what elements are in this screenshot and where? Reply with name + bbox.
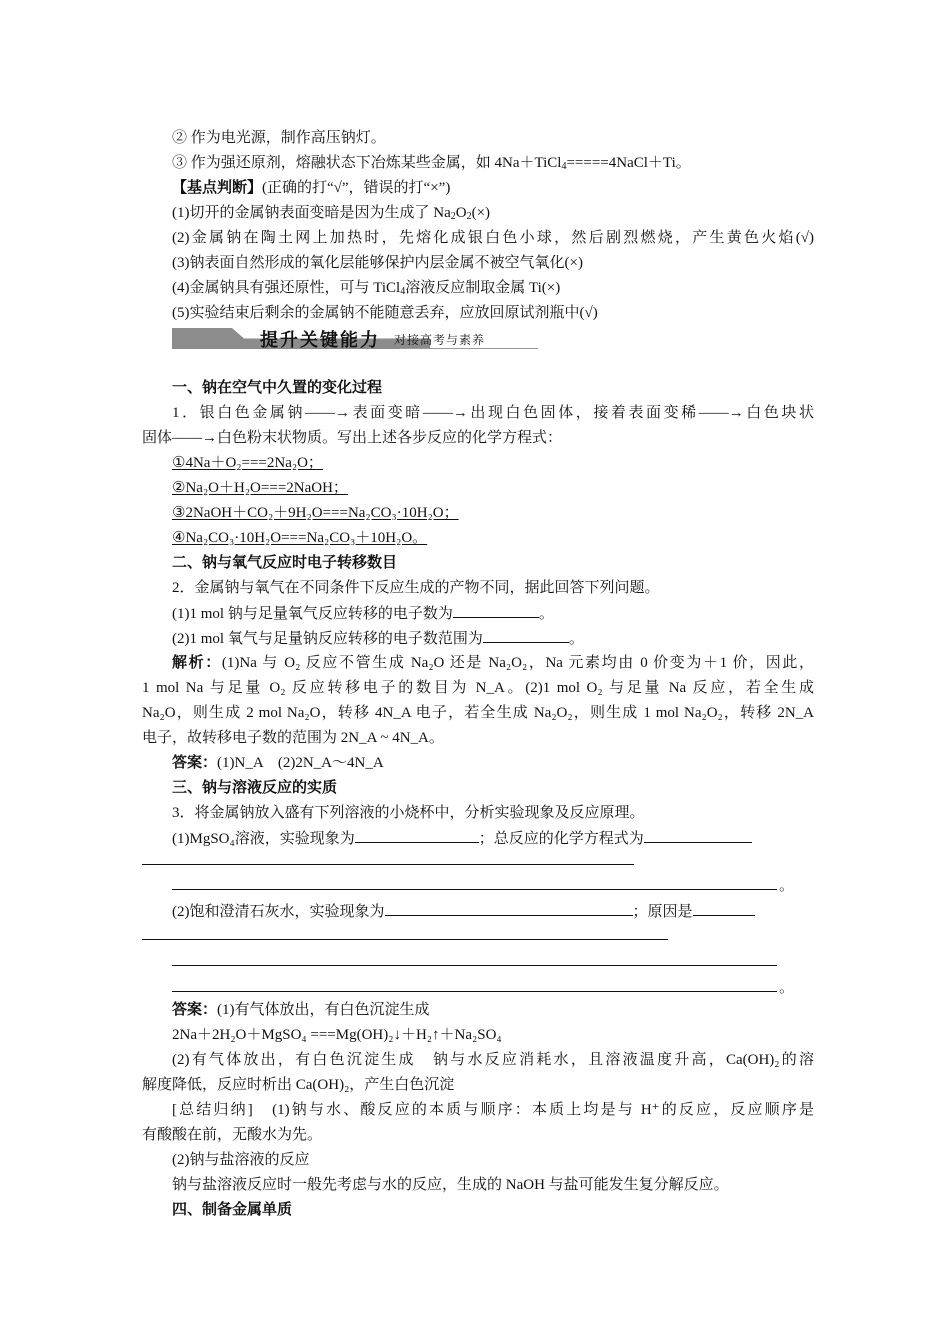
judgment-1: (1)切开的金属钠表面变暗是因为生成了 $Na_2O_2(\times)$: [172, 205, 491, 222]
basic-judgment-title: 【基点判断】(正确的打“√”，错误的打“×”): [172, 180, 451, 196]
analysis-line-3: Na₂O，则生成 2 mol Na₂O，转移 4N_A 电子，若全生成 Na₂O₂，则生成 1 mol Na₂O₂，转移 2N_A: [142, 705, 814, 721]
banner-subtitle: 对接高考与素养: [394, 333, 486, 347]
section-3-heading: 三、钠与溶液反应的实质: [172, 780, 338, 796]
banner-rule: [400, 348, 538, 349]
answer-line: [172, 965, 777, 966]
answer-blank: [385, 901, 633, 916]
q3-part-2: (2)饱和澄清石灰水，实验现象为 ；原因是: [172, 901, 814, 922]
summary-part-2-title: (2)钠与盐溶液的反应: [172, 1152, 310, 1168]
intro-item-2: ② 作为电光源，制作高压钠灯。: [172, 130, 386, 146]
q3-stem: 3．将金属钠放入盛有下列溶液的小烧杯中，分析实验现象及反应原理。: [172, 805, 645, 821]
end-mark: 。: [779, 878, 795, 894]
summary-line-2: 有酸酸在前，无酸水为先。: [142, 1127, 323, 1143]
q3-answer-1: 答案：(1)有气体放出，有白色沉淀生成: [172, 1002, 430, 1018]
equation-1: ①4Na＋O₂===2Na₂O；: [172, 455, 323, 471]
judgment-2: (2)金属钠在陶土网上加热时，先熔化成银白色小球，然后剧烈燃烧，产生黄色火焰(√): [172, 230, 814, 246]
answer-blank: [355, 828, 479, 843]
equation-3: ③2NaOH＋CO₂＋9H₂O===Na₂CO₃·10H₂O；: [172, 505, 459, 521]
section-1-heading: 一、钠在空气中久置的变化过程: [172, 380, 383, 396]
section-4-heading: 四、制备金属单质: [172, 1202, 293, 1218]
answer-blank: [483, 628, 569, 643]
section-banner: [172, 327, 538, 351]
judgment-4: (4)金属钠具有强还原性，可与 TiCl$_4$溶液反应制取金属 Ti(×): [172, 280, 561, 297]
answer-line: [172, 991, 777, 992]
q3-answer-2-line-2: 解度降低，反应时析出 Ca(OH)₂，产生白色沉淀: [142, 1077, 455, 1093]
summary-line-1: [总结归纳] (1)钠与水、酸反应的本质与顺序：本质上均是与 H⁺的反应，反应顺序是: [172, 1102, 814, 1118]
q3-answer-equation: 2Na＋2H₂O＋MgSO₄ ===Mg(OH)₂↓＋H₂↑＋Na₂SO₄: [172, 1027, 502, 1043]
judgment-3: (3)钠表面自然形成的氧化层能够保护内层金属不被空气氧化(×): [172, 255, 583, 271]
q3-answer-2-line-1: (2)有气体放出，有白色沉淀生成 钠与水反应消耗水，且溶液温度升高，Ca(OH)₂的溶: [172, 1052, 814, 1068]
judgment-5: (5)实验结束后剩余的金属钠不能随意丢弃，应放回原试剂瓶中(√): [172, 305, 598, 321]
q2-part-1: (1)1 mol 钠与足量氧气反应转移的电子数为 。: [172, 603, 814, 624]
answer-blank: [644, 828, 752, 843]
q2-answer: 答案：(1)N_A (2)2N_A～4N_A: [172, 755, 384, 771]
intro-item-3: ③ 作为强还原剂，熔融状态下冶炼某些金属，如 4Na＋TiCl$_4$=====4NaCl＋Ti。: [172, 155, 691, 172]
answer-blank: [453, 603, 539, 618]
q2-stem: 2．金属钠与氧气在不同条件下反应生成的产物不同，据此回答下列问题。: [172, 580, 660, 596]
answer-line: [142, 864, 634, 865]
equation-4: ④Na₂CO₃·10H₂O===Na₂CO₃＋10H₂O。: [172, 530, 428, 546]
q2-part-2: (2)1 mol 氧气与足量钠反应转移的电子数范围为 。: [172, 628, 814, 649]
q3-part-1: (1)MgSO₄溶液，实验现象为 ；总反应的化学方程式为: [172, 828, 814, 849]
equation-2: ②Na₂O＋H₂O===2NaOH；: [172, 480, 348, 496]
answer-blank: [693, 901, 755, 916]
answer-line: [142, 939, 668, 940]
summary-part-2-body: 钠与盐溶液反应时一般先考虑与水的反应，生成的 NaOH 与盐可能发生复分解反应。: [172, 1177, 729, 1193]
analysis-line-4: 电子，故转移电子数的范围为 2N_A ~ 4N_A。: [142, 730, 444, 746]
analysis-line-2: 1 mol Na 与足量 O₂ 反应转移电子的数目为 N_A。(2)1 mol O₂ 与足量 Na 反应，若全生成: [142, 680, 814, 696]
banner-title: 提升关键能力: [260, 330, 380, 351]
q1-line-2: 固体——→白色粉末状物质。写出上述各步反应的化学方程式：: [142, 430, 563, 446]
section-2-heading: 二、钠与氧气反应时电子转移数目: [172, 555, 398, 571]
analysis-line-1: 解析：(1)Na 与 O₂ 反应不管生成 Na₂O 还是 Na₂O₂，Na 元素均由 0 价变为＋1 价，因此，: [172, 655, 814, 671]
end-mark: 。: [779, 980, 795, 996]
answer-line: [172, 889, 777, 890]
q1-line-1: 1．银白色金属钠——→表面变暗——→出现白色固体，接着表面变稀——→白色块状: [172, 405, 814, 421]
